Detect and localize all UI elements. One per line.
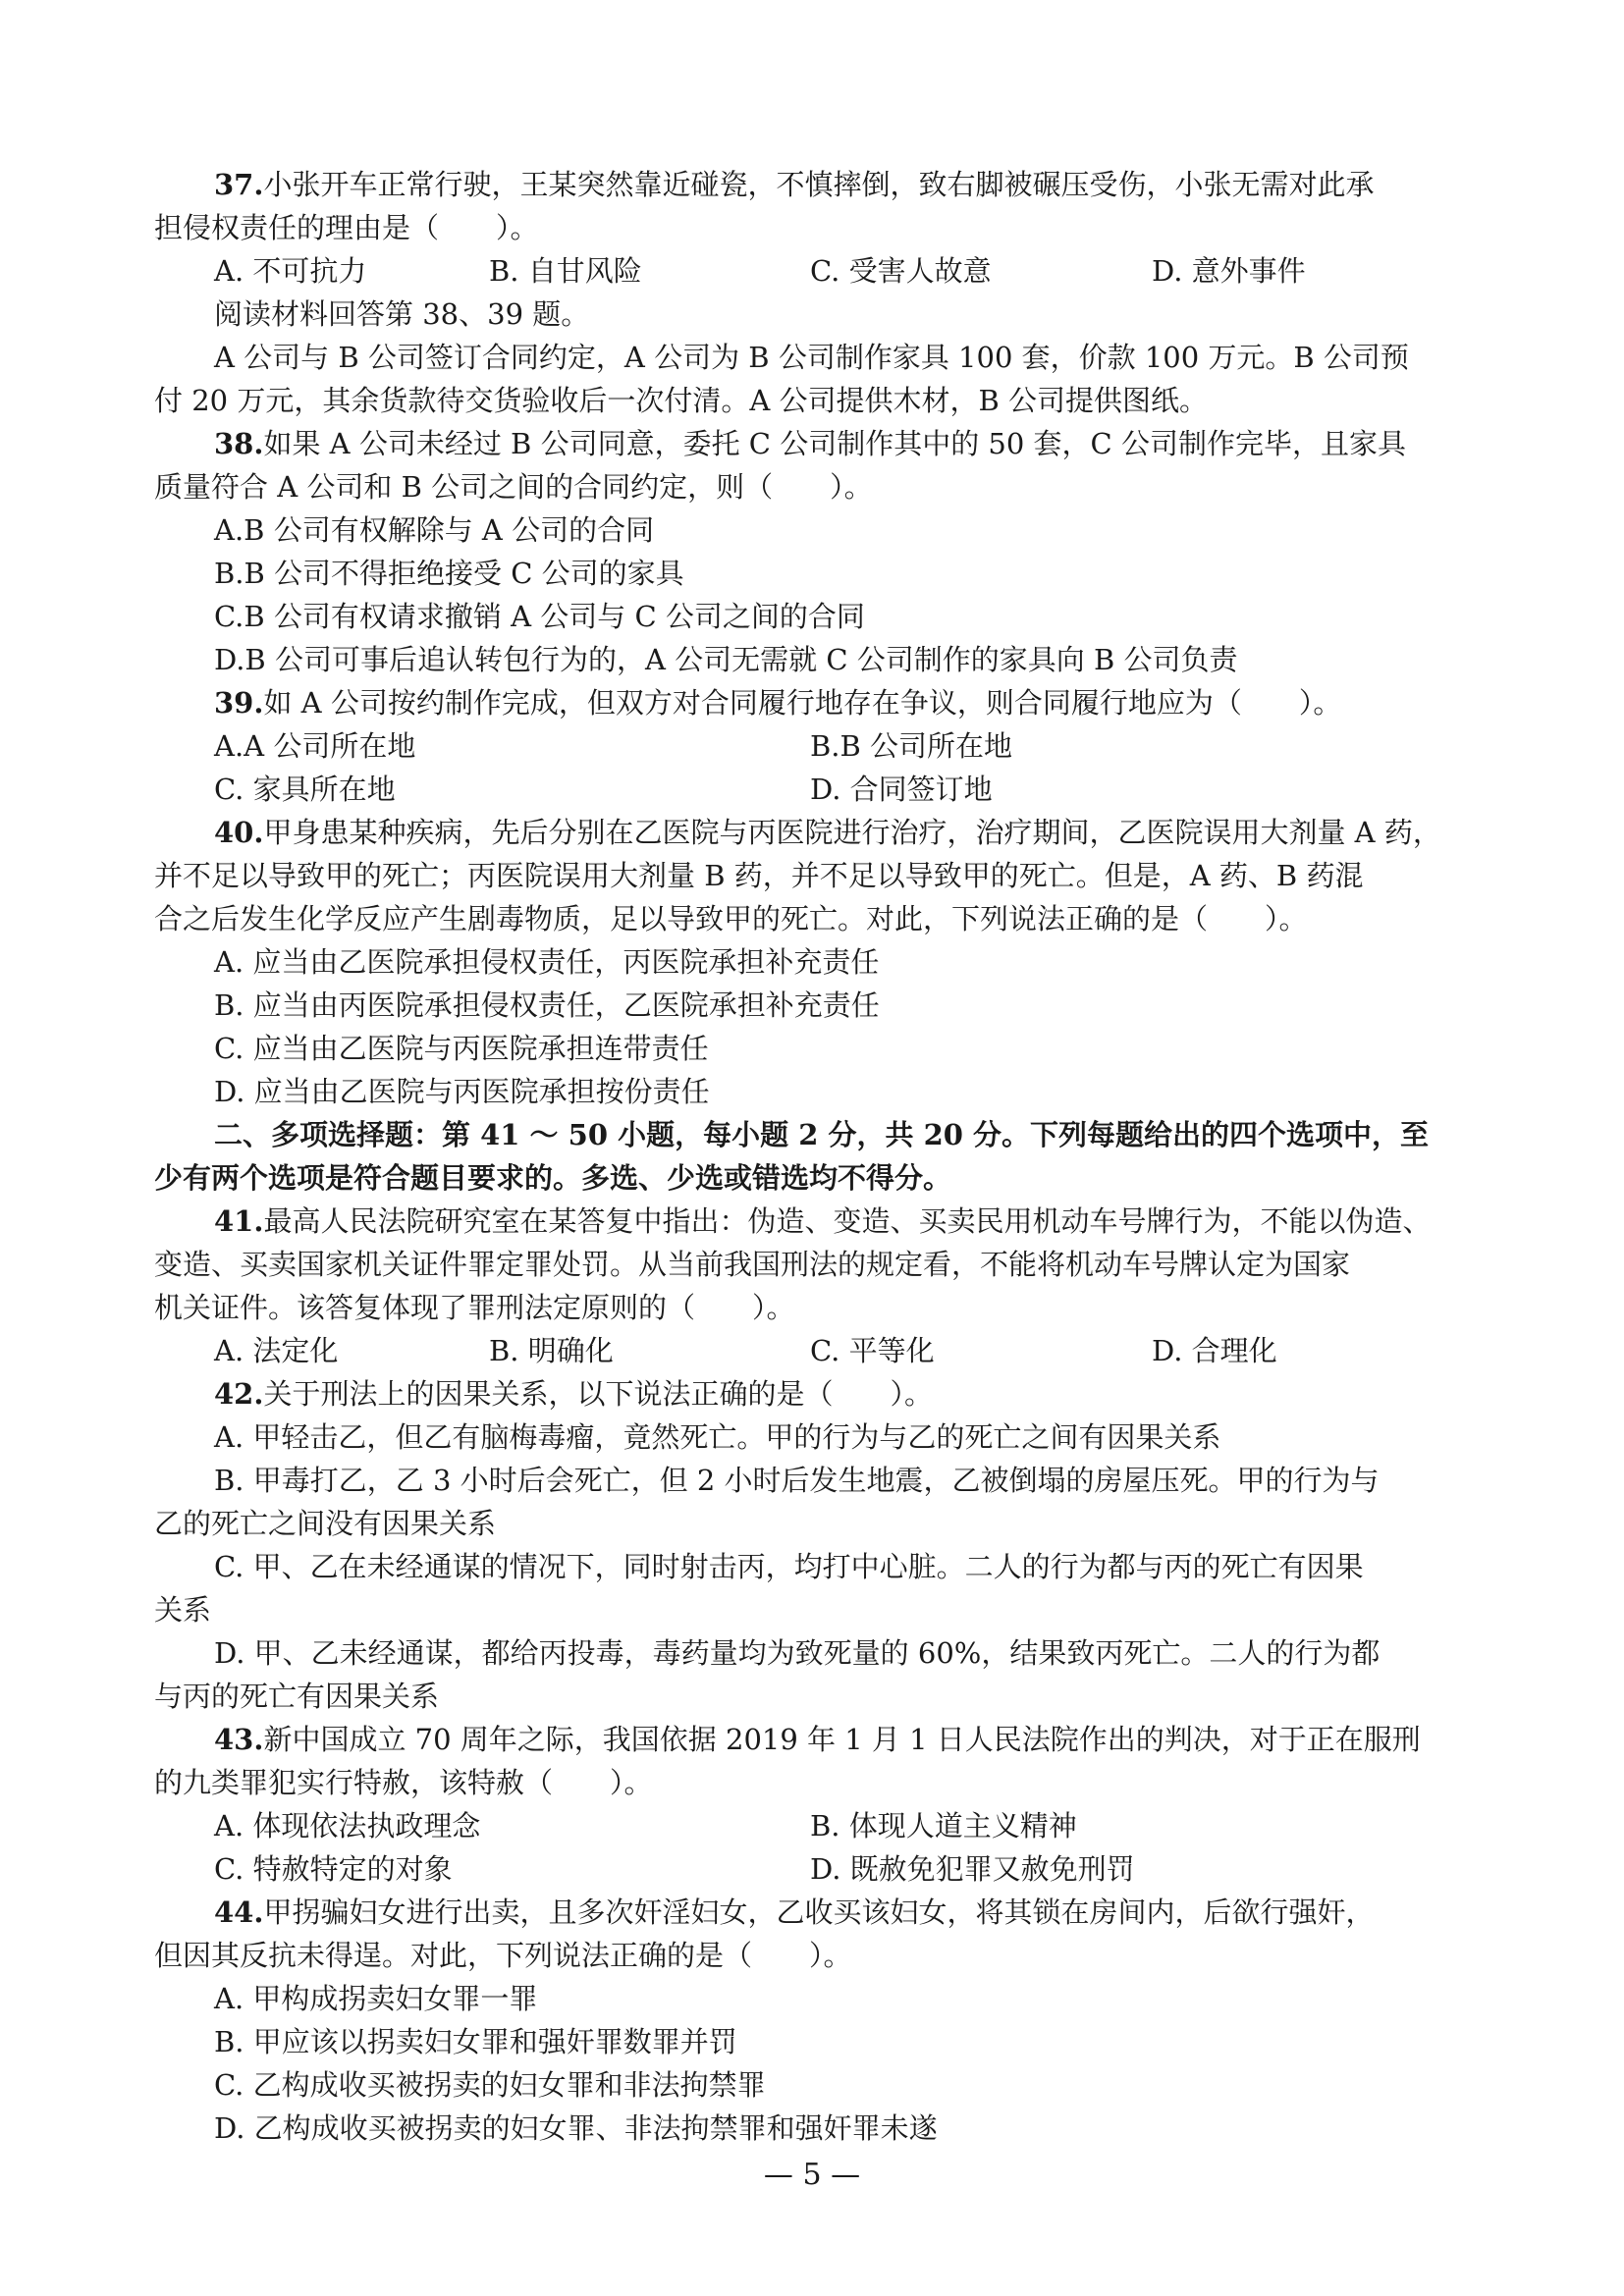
question-39-line-1: 39.如 A 公司按约制作完成，但双方对合同履行地存在争议，则合同履行地应为（ ）。 xyxy=(214,686,1342,720)
question-44-line-2: 但因其反抗未得逞。对此，下列说法正确的是（ ）。 xyxy=(154,1939,852,1972)
option-b: B.B 公司不得拒绝接受 C 公司的家具 xyxy=(214,557,684,590)
option-b: B.B 公司所在地 xyxy=(810,729,1013,763)
option-a: A. 甲轻击乙，但乙有脑梅毒瘤，竟然死亡。甲的行为与乙的死亡之间有因果关系 xyxy=(214,1420,1221,1454)
option-a: A. 甲构成拐卖妇女罪一罪 xyxy=(214,1982,538,2015)
question-37-line-1: 37.小张开车正常行驶，王某突然靠近碰瓷，不慎摔倒，致右脚被碾压受伤，小张无需对此承 xyxy=(214,168,1375,201)
option-b: B. 应当由丙医院承担侵权责任，乙医院承担补充责任 xyxy=(214,988,880,1022)
question-41-line-1: 41.最高人民法院研究室在某答复中指出：伪造、变造、买卖民用机动车号牌行为，不能以伪造、 xyxy=(214,1204,1432,1238)
option-c: C. 家具所在地 xyxy=(214,773,396,806)
option-a: A.A 公司所在地 xyxy=(214,729,416,763)
question-44-line-1: 44.甲拐骗妇女进行出卖，且多次奸淫妇女，乙收买该妇女，将其锁在房间内，后欲行强奸， xyxy=(214,1896,1375,1929)
option-d: D. 应当由乙医院与丙医院承担按份责任 xyxy=(214,1075,710,1108)
option-d: D. 乙构成收买被拐卖的妇女罪、非法拘禁罪和强奸罪未遂 xyxy=(214,2111,938,2145)
question-number: 37. xyxy=(214,168,264,201)
section-heading-line-2: 少有两个选项是符合题目要求的。多选、少选或错选均不得分。 xyxy=(154,1161,952,1195)
question-43-line-1: 43.新中国成立 70 周年之际，我国依据 2019 年 1 月 1 日人民法院作出的判决，对于正在服刑 xyxy=(214,1723,1421,1756)
question-number: 40. xyxy=(214,816,264,849)
option-a: A. 应当由乙医院承担侵权责任，丙医院承担补充责任 xyxy=(214,945,880,979)
question-40-line-3: 合之后发生化学反应产生剧毒物质，足以导致甲的死亡。对此，下列说法正确的是（ ）。 xyxy=(154,902,1308,935)
option-c: C. 受害人故意 xyxy=(810,254,992,288)
option-b: B. 甲应该以拐卖妇女罪和强奸罪数罪并罚 xyxy=(214,2025,737,2058)
option-d: D. 合同签订地 xyxy=(810,773,993,806)
option-b: B. 自甘风险 xyxy=(489,254,642,288)
question-number: 42. xyxy=(214,1377,264,1411)
question-number: 43. xyxy=(214,1723,264,1756)
option-c: C. 乙构成收买被拐卖的妇女罪和非法拘禁罪 xyxy=(214,2068,766,2102)
question-number: 44. xyxy=(214,1896,264,1929)
question-37-line-2: 担侵权责任的理由是（ ）。 xyxy=(154,211,539,244)
question-42-line-1: 42.关于刑法上的因果关系，以下说法正确的是（ ）。 xyxy=(214,1377,933,1411)
option-b: B. 体现人道主义精神 xyxy=(810,1809,1077,1842)
question-39-options-row-1 xyxy=(214,726,1490,766)
option-a: A. 体现依法执政理念 xyxy=(214,1809,481,1842)
option-d: D.B 公司可事后追认转包行为的，A 公司无需就 C 公司制作的家具向 B 公司负责 xyxy=(214,643,1238,676)
option-a: A. 不可抗力 xyxy=(214,254,367,288)
option-c: C.B 公司有权请求撤销 A 公司与 C 公司之间的合同 xyxy=(214,600,865,633)
option-b-line-2: 乙的死亡之间没有因果关系 xyxy=(154,1507,497,1540)
option-b: B. 明确化 xyxy=(489,1334,614,1367)
option-c: C. 应当由乙医院与丙医院承担连带责任 xyxy=(214,1032,709,1065)
question-43-line-2: 的九类罪犯实行特赦，该特赦（ ）。 xyxy=(154,1766,653,1799)
option-d-line-1: D. 甲、乙未经通谋，都给丙投毒，毒药量均为致死量的 60%，结果致丙死亡。二人的行为都 xyxy=(214,1636,1380,1670)
question-37-options xyxy=(214,251,1490,291)
option-c-line-1: C. 甲、乙在未经通谋的情况下，同时射击丙，均打中心脏。二人的行为都与丙的死亡有因果 xyxy=(214,1550,1364,1583)
option-c-line-2: 关系 xyxy=(154,1593,212,1627)
option-a: A.B 公司有权解除与 A 公司的合同 xyxy=(214,513,655,547)
option-a: A. 法定化 xyxy=(214,1334,339,1367)
question-40-line-1: 40.甲身患某种疾病，先后分别在乙医院与丙医院进行治疗，治疗期间，乙医院误用大剂量 A 药， xyxy=(214,816,1441,849)
question-41-line-2: 变造、买卖国家机关证件罪定罪处罚。从当前我国刑法的规定看，不能将机动车号牌认定为国家 xyxy=(154,1248,1351,1281)
material-line-2: 付 20 万元，其余货款待交货验收后一次付清。A 公司提供木材，B 公司提供图纸。 xyxy=(154,384,1209,417)
option-c: C. 平等化 xyxy=(810,1334,935,1367)
page-number: — 5 — xyxy=(763,2158,861,2192)
question-number: 41. xyxy=(214,1204,264,1238)
option-d: D. 既赦免犯罪又赦免刑罚 xyxy=(810,1852,1135,1886)
material-intro: 阅读材料回答第 38、39 题。 xyxy=(214,297,590,331)
question-41-line-3: 机关证件。该答复体现了罪刑法定原则的（ ）。 xyxy=(154,1291,795,1324)
question-41-options xyxy=(214,1331,1490,1370)
question-38-line-1: 38.如果 A 公司未经过 B 公司同意，委托 C 公司制作其中的 50 套，C 公司制作完毕，且家具 xyxy=(214,427,1406,460)
option-d: D. 合理化 xyxy=(1152,1334,1277,1367)
option-c: C. 特赦特定的对象 xyxy=(214,1852,453,1886)
section-heading-line-1: 二、多项选择题：第 41 ～ 50 小题，每小题 2 分，共 20 分。下列每题给出的四个选项中，至 xyxy=(214,1118,1430,1151)
material-line-1: A 公司与 B 公司签订合同约定，A 公司为 B 公司制作家具 100 套，价款 100 万元。B 公司预 xyxy=(214,341,1409,374)
question-43-options-row-1 xyxy=(214,1806,1490,1845)
question-40-line-2: 并不足以导致甲的死亡；丙医院误用大剂量 B 药，并不足以导致甲的死亡。但是，A 药、B 药混 xyxy=(154,859,1364,892)
question-38-line-2: 质量符合 A 公司和 B 公司之间的合同约定，则（ ）。 xyxy=(154,470,873,504)
question-number: 39. xyxy=(214,686,264,720)
question-43-options-row-2 xyxy=(214,1849,1490,1889)
option-d-line-2: 与丙的死亡有因果关系 xyxy=(154,1680,440,1713)
option-b-line-1: B. 甲毒打乙，乙 3 小时后会死亡，但 2 小时后发生地震，乙被倒塌的房屋压死。甲的行为与 xyxy=(214,1464,1380,1497)
question-39-options-row-2 xyxy=(214,770,1490,809)
option-d: D. 意外事件 xyxy=(1152,254,1306,288)
question-number: 38. xyxy=(214,427,264,460)
